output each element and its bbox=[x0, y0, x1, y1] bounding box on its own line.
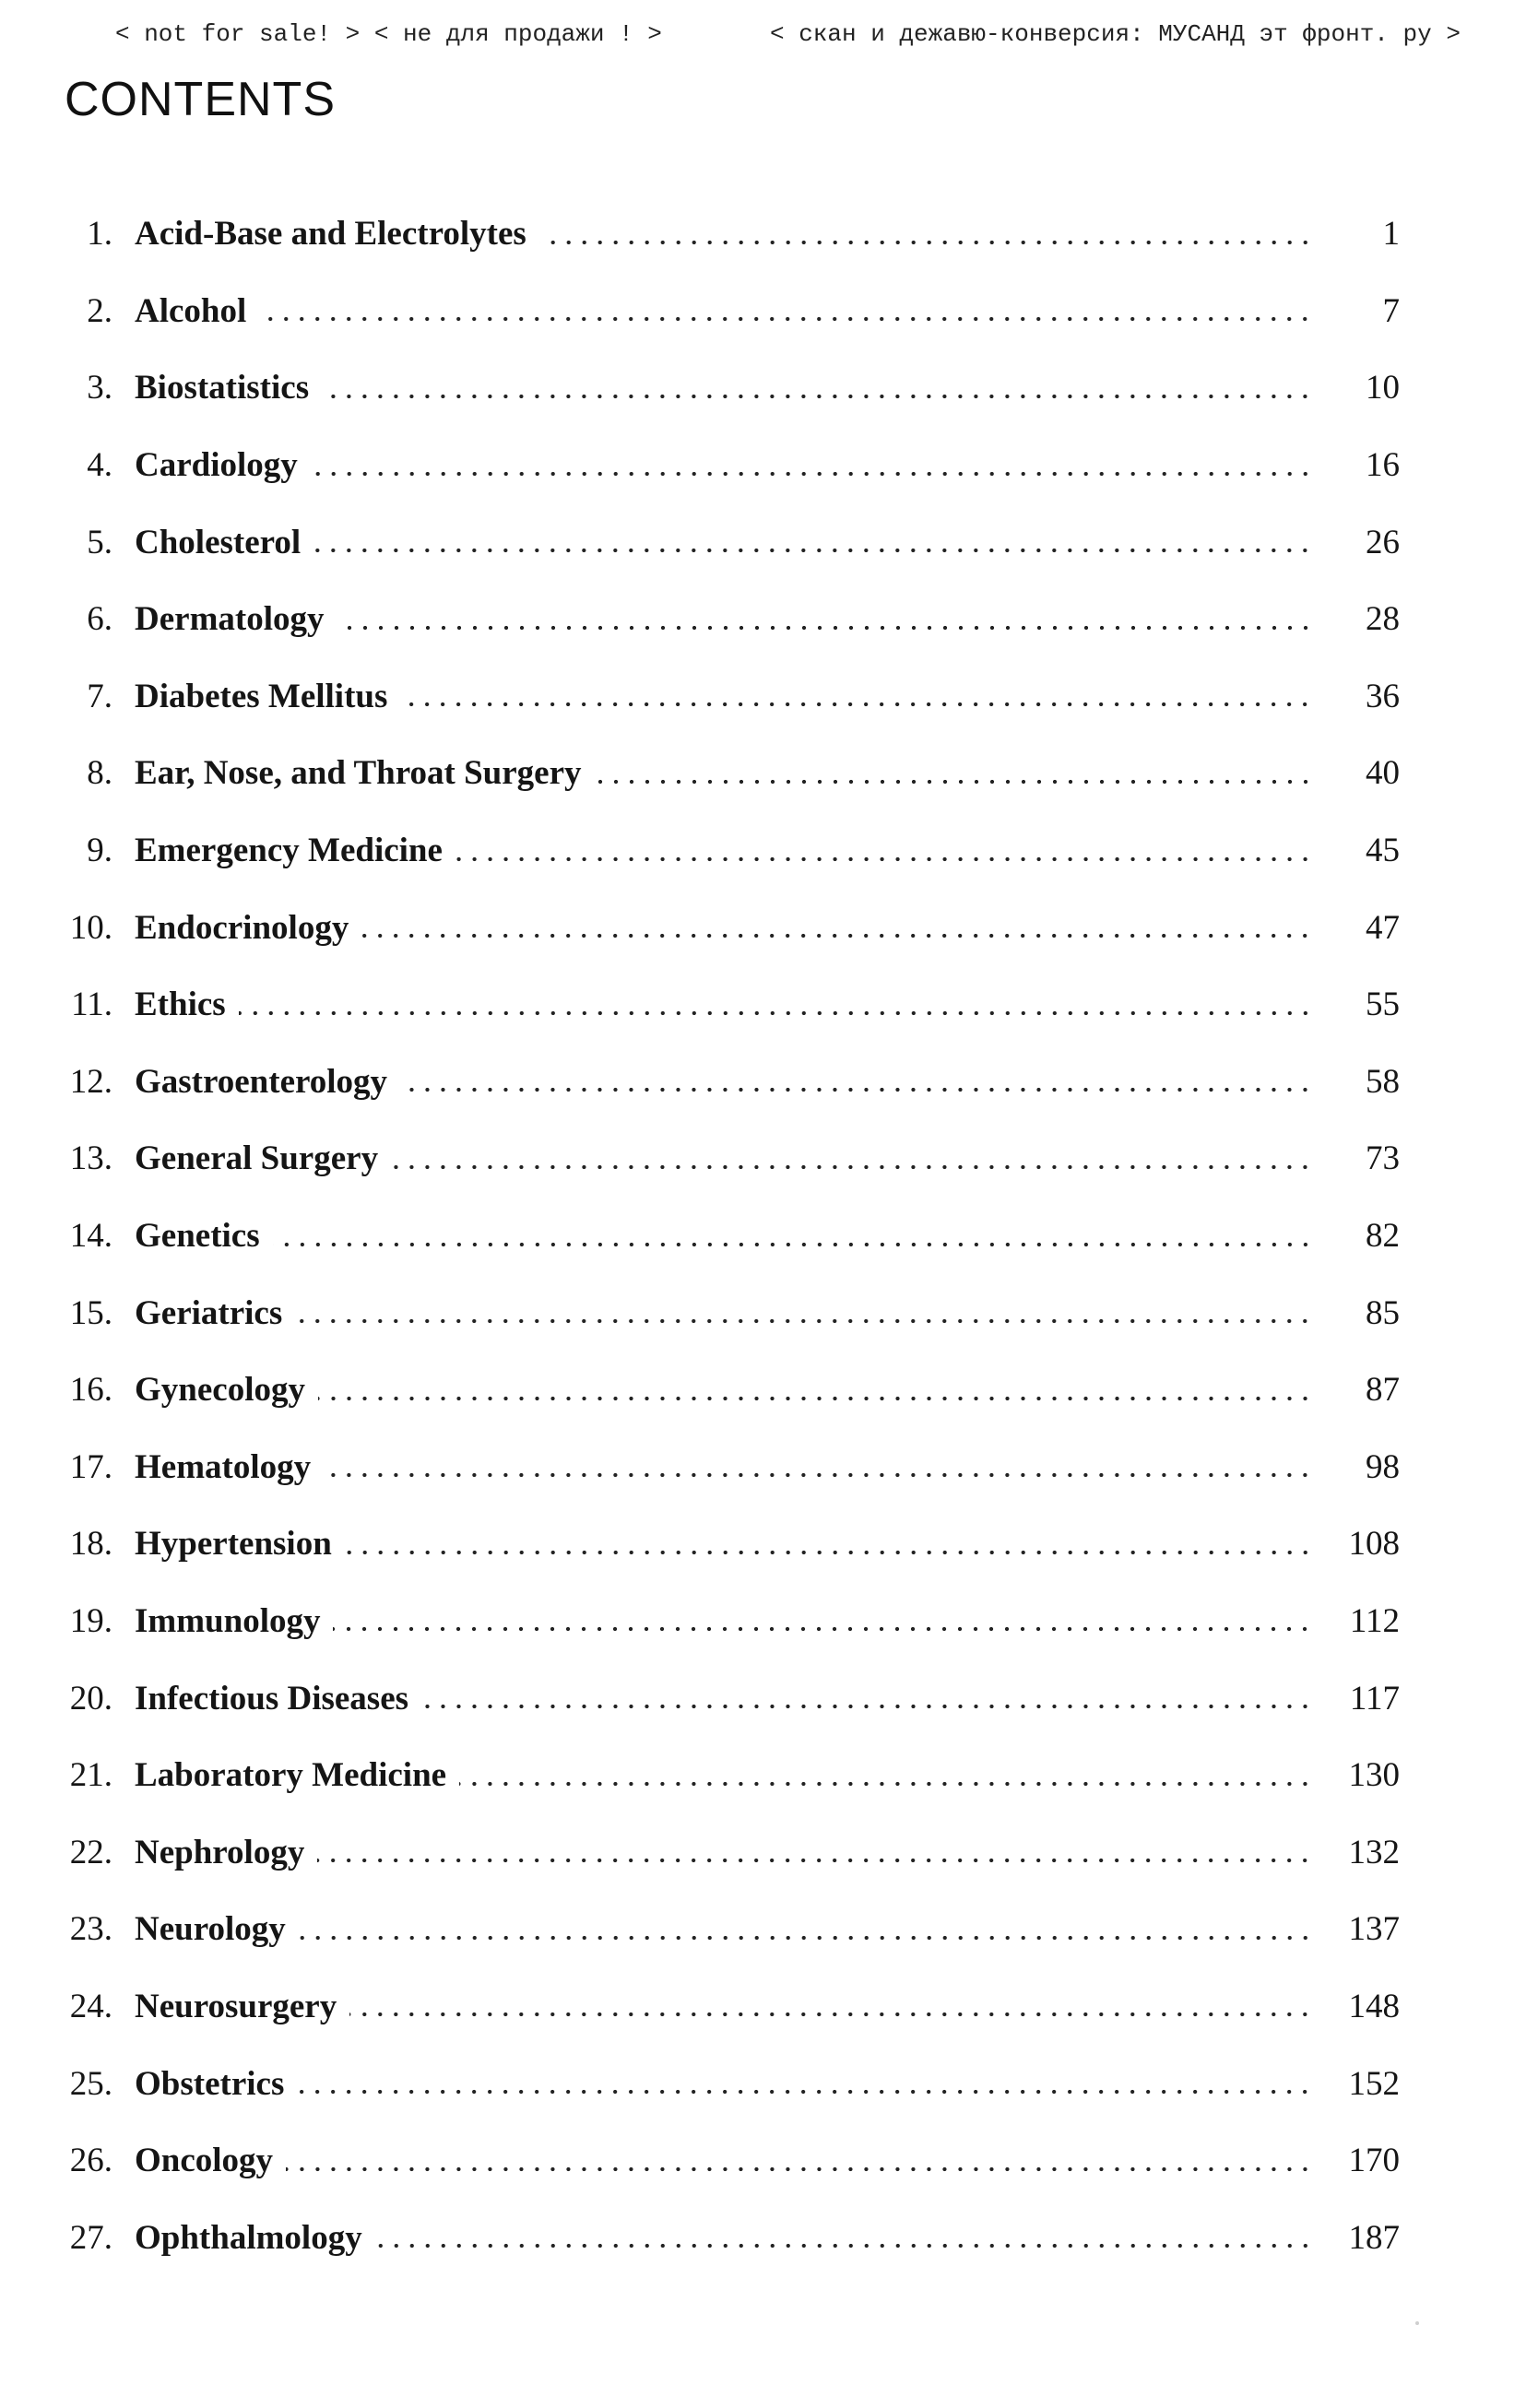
entry-title: Cholesterol bbox=[135, 523, 302, 561]
toc-entry[interactable] bbox=[0, 1583, 1538, 1660]
toc-entry[interactable] bbox=[0, 1968, 1538, 2046]
entry-title: Biostatistics bbox=[135, 369, 310, 407]
entry-page-number: 132 bbox=[1348, 1833, 1400, 1871]
entry-page-number: 82 bbox=[1366, 1217, 1400, 1256]
entry-title: Infectious Diseases bbox=[135, 1679, 409, 1717]
dot-leader bbox=[318, 1395, 1313, 1402]
entry-page-number: 1 bbox=[1382, 215, 1400, 254]
entry-title: Ethics bbox=[135, 986, 226, 1024]
entry-title: Neurosurgery bbox=[135, 1987, 337, 2025]
dot-leader bbox=[400, 701, 1313, 708]
scan-header bbox=[0, 20, 1538, 57]
entry-title: Hypertension bbox=[135, 1525, 332, 1564]
entry-number: 18. bbox=[69, 1525, 112, 1564]
toc-entry[interactable] bbox=[0, 1813, 1538, 1891]
dot-leader bbox=[299, 1934, 1313, 1942]
entry-page-number: 130 bbox=[1348, 1756, 1400, 1795]
toc-entry[interactable] bbox=[0, 1120, 1538, 1198]
entry-title: Dermatology bbox=[135, 600, 325, 639]
entry-number: 25. bbox=[69, 2064, 112, 2103]
entry-number: 16. bbox=[69, 1371, 112, 1410]
dot-leader bbox=[297, 2088, 1313, 2095]
toc-entry[interactable] bbox=[0, 1352, 1538, 1429]
entry-page-number: 98 bbox=[1366, 1447, 1400, 1486]
entry-number: 10. bbox=[69, 908, 112, 947]
entry-page-number: 26 bbox=[1366, 523, 1400, 561]
entry-number: 9. bbox=[87, 832, 112, 870]
toc-entry[interactable] bbox=[0, 427, 1538, 504]
entry-number: 2. bbox=[87, 291, 112, 330]
entry-title: Obstetrics bbox=[135, 2064, 285, 2103]
entry-number: 21. bbox=[69, 1756, 112, 1795]
entry-number: 5. bbox=[87, 523, 112, 561]
entry-number: 11. bbox=[71, 986, 112, 1024]
toc-entry[interactable] bbox=[0, 581, 1538, 658]
dot-leader bbox=[345, 1549, 1313, 1556]
entry-page-number: 85 bbox=[1366, 1293, 1400, 1332]
header-left-text: < not for sale! > < не для продажи ! > bbox=[115, 20, 662, 48]
dot-leader bbox=[273, 1241, 1313, 1248]
entry-page-number: 7 bbox=[1382, 291, 1400, 330]
entry-number: 4. bbox=[87, 446, 112, 485]
dot-leader bbox=[333, 1625, 1313, 1633]
dot-leader bbox=[375, 2242, 1313, 2249]
entry-number: 3. bbox=[87, 369, 112, 407]
entry-title: Oncology bbox=[135, 2142, 274, 2180]
dot-leader bbox=[322, 393, 1313, 400]
dot-leader bbox=[459, 1780, 1313, 1788]
dot-leader bbox=[349, 2011, 1313, 2018]
entry-page-number: 36 bbox=[1366, 677, 1400, 715]
entry-number: 23. bbox=[69, 1910, 112, 1949]
scan-speck bbox=[1415, 2321, 1419, 2325]
dot-leader bbox=[455, 856, 1313, 863]
entry-page-number: 117 bbox=[1349, 1679, 1400, 1717]
toc-entry[interactable] bbox=[0, 1505, 1538, 1583]
entry-number: 13. bbox=[69, 1139, 112, 1178]
entry-title: Ear, Nose, and Throat Surgery bbox=[135, 754, 582, 793]
table-of-contents bbox=[0, 195, 1538, 2276]
dot-leader bbox=[324, 1471, 1313, 1479]
entry-page-number: 108 bbox=[1348, 1525, 1400, 1564]
entry-number: 17. bbox=[69, 1447, 112, 1486]
toc-entry[interactable] bbox=[0, 195, 1538, 273]
header-right-text: < скан и дежавю-конверсия: МУСАНД эт фронт. ру > bbox=[770, 20, 1461, 48]
entry-number: 27. bbox=[69, 2218, 112, 2257]
entry-title: Gynecology bbox=[135, 1371, 305, 1410]
entry-page-number: 170 bbox=[1348, 2142, 1400, 2180]
entry-number: 20. bbox=[69, 1679, 112, 1717]
entry-title: Gastroenterology bbox=[135, 1062, 388, 1101]
entry-title: Cardiology bbox=[135, 446, 298, 485]
entry-page-number: 45 bbox=[1366, 832, 1400, 870]
dot-leader bbox=[286, 2166, 1313, 2173]
entry-page-number: 16 bbox=[1366, 446, 1400, 485]
toc-entry[interactable] bbox=[0, 1429, 1538, 1506]
entry-title: Ophthalmology bbox=[135, 2218, 362, 2257]
toc-entry[interactable] bbox=[0, 2199, 1538, 2276]
entry-number: 15. bbox=[69, 1293, 112, 1332]
entry-page-number: 152 bbox=[1348, 2064, 1400, 2103]
toc-entry[interactable] bbox=[0, 2045, 1538, 2122]
entry-number: 12. bbox=[69, 1062, 112, 1101]
dot-leader bbox=[311, 470, 1313, 478]
toc-entry[interactable] bbox=[0, 503, 1538, 581]
dot-leader bbox=[314, 547, 1313, 554]
entry-number: 19. bbox=[69, 1601, 112, 1640]
entry-page-number: 73 bbox=[1366, 1139, 1400, 1178]
entry-title: Nephrology bbox=[135, 1833, 305, 1871]
toc-entry[interactable] bbox=[0, 812, 1538, 890]
toc-entry[interactable] bbox=[0, 1737, 1538, 1814]
entry-number: 6. bbox=[87, 600, 112, 639]
dot-leader bbox=[317, 1857, 1313, 1864]
dot-leader bbox=[391, 1163, 1313, 1171]
toc-entry[interactable] bbox=[0, 2122, 1538, 2200]
entry-number: 8. bbox=[87, 754, 112, 793]
dot-leader bbox=[295, 1317, 1313, 1325]
entry-title: Hematology bbox=[135, 1447, 312, 1486]
toc-entry[interactable] bbox=[0, 1198, 1538, 1275]
dot-leader bbox=[259, 315, 1313, 323]
entry-title: Neurology bbox=[135, 1910, 286, 1949]
entry-title: Laboratory Medicine bbox=[135, 1756, 447, 1795]
entry-title: General Surgery bbox=[135, 1139, 379, 1178]
entry-page-number: 10 bbox=[1366, 369, 1400, 407]
dot-leader bbox=[539, 239, 1313, 246]
entry-title: Endocrinology bbox=[135, 908, 349, 947]
toc-entry[interactable] bbox=[0, 889, 1538, 966]
dot-leader bbox=[337, 624, 1314, 632]
dot-leader bbox=[421, 1703, 1313, 1710]
entry-page-number: 137 bbox=[1348, 1910, 1400, 1949]
page-title: CONTENTS bbox=[65, 73, 336, 126]
dot-leader bbox=[239, 1009, 1313, 1017]
dot-leader bbox=[400, 1086, 1313, 1093]
entry-page-number: 47 bbox=[1366, 908, 1400, 947]
entry-number: 24. bbox=[69, 1987, 112, 2025]
entry-title: Acid-Base and Electrolytes bbox=[135, 215, 526, 254]
toc-entry[interactable] bbox=[0, 273, 1538, 350]
entry-number: 7. bbox=[87, 677, 112, 715]
entry-page-number: 148 bbox=[1348, 1987, 1400, 2025]
entry-page-number: 28 bbox=[1366, 600, 1400, 639]
entry-title: Diabetes Mellitus bbox=[135, 677, 388, 715]
toc-entry[interactable] bbox=[0, 1659, 1538, 1737]
entry-number: 22. bbox=[69, 1833, 112, 1871]
entry-title: Alcohol bbox=[135, 291, 247, 330]
toc-entry[interactable] bbox=[0, 1044, 1538, 1121]
toc-entry[interactable] bbox=[0, 735, 1538, 812]
dot-leader bbox=[595, 778, 1314, 785]
entry-title: Immunology bbox=[135, 1601, 321, 1640]
dot-leader bbox=[361, 932, 1313, 939]
entry-title: Geriatrics bbox=[135, 1293, 283, 1332]
toc-entry[interactable] bbox=[0, 1891, 1538, 1968]
entry-page-number: 187 bbox=[1348, 2218, 1400, 2257]
entry-page-number: 40 bbox=[1366, 754, 1400, 793]
entry-page-number: 58 bbox=[1366, 1062, 1400, 1101]
entry-number: 14. bbox=[69, 1217, 112, 1256]
entry-title: Emergency Medicine bbox=[135, 832, 443, 870]
toc-entry[interactable] bbox=[0, 1274, 1538, 1352]
entry-number: 26. bbox=[69, 2142, 112, 2180]
entry-page-number: 87 bbox=[1366, 1371, 1400, 1410]
entry-number: 1. bbox=[87, 215, 112, 254]
entry-page-number: 112 bbox=[1349, 1601, 1400, 1640]
entry-page-number: 55 bbox=[1366, 986, 1400, 1024]
toc-entry[interactable] bbox=[0, 658, 1538, 736]
toc-entry[interactable] bbox=[0, 349, 1538, 427]
toc-entry[interactable] bbox=[0, 966, 1538, 1044]
entry-title: Genetics bbox=[135, 1217, 260, 1256]
